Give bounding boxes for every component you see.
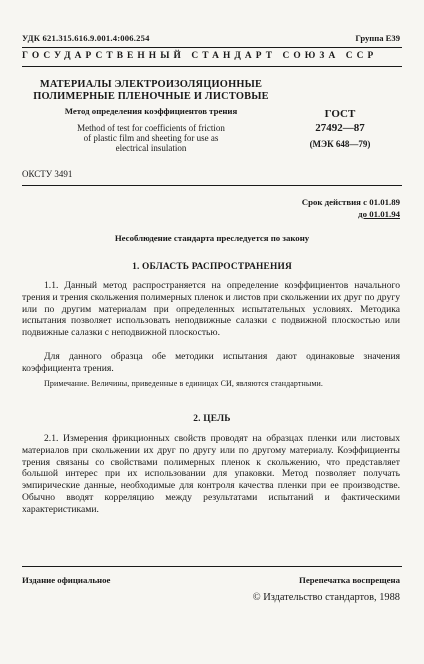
official-edition: Издание официальное	[22, 575, 111, 585]
section-1-note: Примечание. Величины, приведенные в единицах СИ, являются стандартными.	[44, 379, 324, 388]
english-title-1: Method of test for coefficients of friction	[77, 123, 225, 133]
iec-reference: (МЭК 648—79)	[309, 139, 371, 149]
title-line-2: ПОЛИМЕРНЫЕ ПЛЕНОЧНЫЕ И ЛИСТОВЫЕ	[33, 91, 269, 102]
udk-code: УДК 621.315.616.9.001.4:006.254	[22, 33, 150, 43]
copyright: © Издательство стандартов, 1988	[252, 592, 400, 603]
section-2-heading: 2. ЦЕЛЬ	[193, 414, 231, 424]
title-line-1: МАТЕРИАЛЫ ЭЛЕКТРОИЗОЛЯЦИОННЫЕ	[39, 79, 263, 90]
standard-banner: ГОСУДАРСТВЕННЫЙ СТАНДАРТ СОЮЗА ССР	[22, 51, 378, 61]
gost-label: ГОСТ	[324, 108, 356, 120]
english-title-2: of plastic film and sheeting for use as	[83, 133, 219, 143]
title-block-rule	[22, 185, 402, 186]
section-1-heading: 1. ОБЛАСТЬ РАСПРОСТРАНЕНИЯ	[132, 262, 292, 272]
gost-number: 27492—87	[315, 122, 365, 134]
validity-to: до 01.01.94	[358, 209, 400, 219]
footer-rule	[22, 566, 402, 567]
reprint-prohibited: Перепечатка воспрещена	[299, 575, 400, 585]
header-rule-top	[22, 47, 402, 48]
validity-from: Срок действия с 01.01.89	[301, 197, 400, 207]
section-1-paragraph-2: Для данного образца обе методики испытания дают одинаковые значения коэффициента трения.	[22, 351, 400, 374]
okstu-code: ОКСТУ 3491	[22, 169, 73, 179]
section-2-paragraph-1: 2.1. Измерения фрикционных свойств проводят на образцах пленки или листовых материалов при скольжении их друг по другу или по другому материалу. Коэффициенты трения связаны со свойствами полимерных пленок к скольжению, что представляет большой интерес при их использовании для упаковки. Метод позволяет получать эмпирические данные, необходимые для контроля качества пленки при ее производстве. Обычно вводят корреляцию между результатами испытаний и фактическими характеристиками.	[22, 433, 400, 515]
english-title-3: electrical insulation	[115, 143, 187, 153]
subtitle: Метод определения коэффициентов трения	[64, 106, 238, 116]
group-code: Группа Е39	[355, 33, 400, 43]
section-1-paragraph-1: 1.1. Данный метод распространяется на определение коэффициентов начального трения и трения скольжения полимерных пленок и листов при скольжении их друг по другу или по другим материалам при определенных испытательных условиях. Методика испытания позволяет использовать неподвижные салазки с подвижной плоскостью или подвижные салазки с неподвижной плоскостью.	[22, 280, 400, 339]
law-notice: Несоблюдение стандарта преследуется по закону	[114, 233, 310, 243]
header-rule-bottom	[22, 66, 402, 67]
